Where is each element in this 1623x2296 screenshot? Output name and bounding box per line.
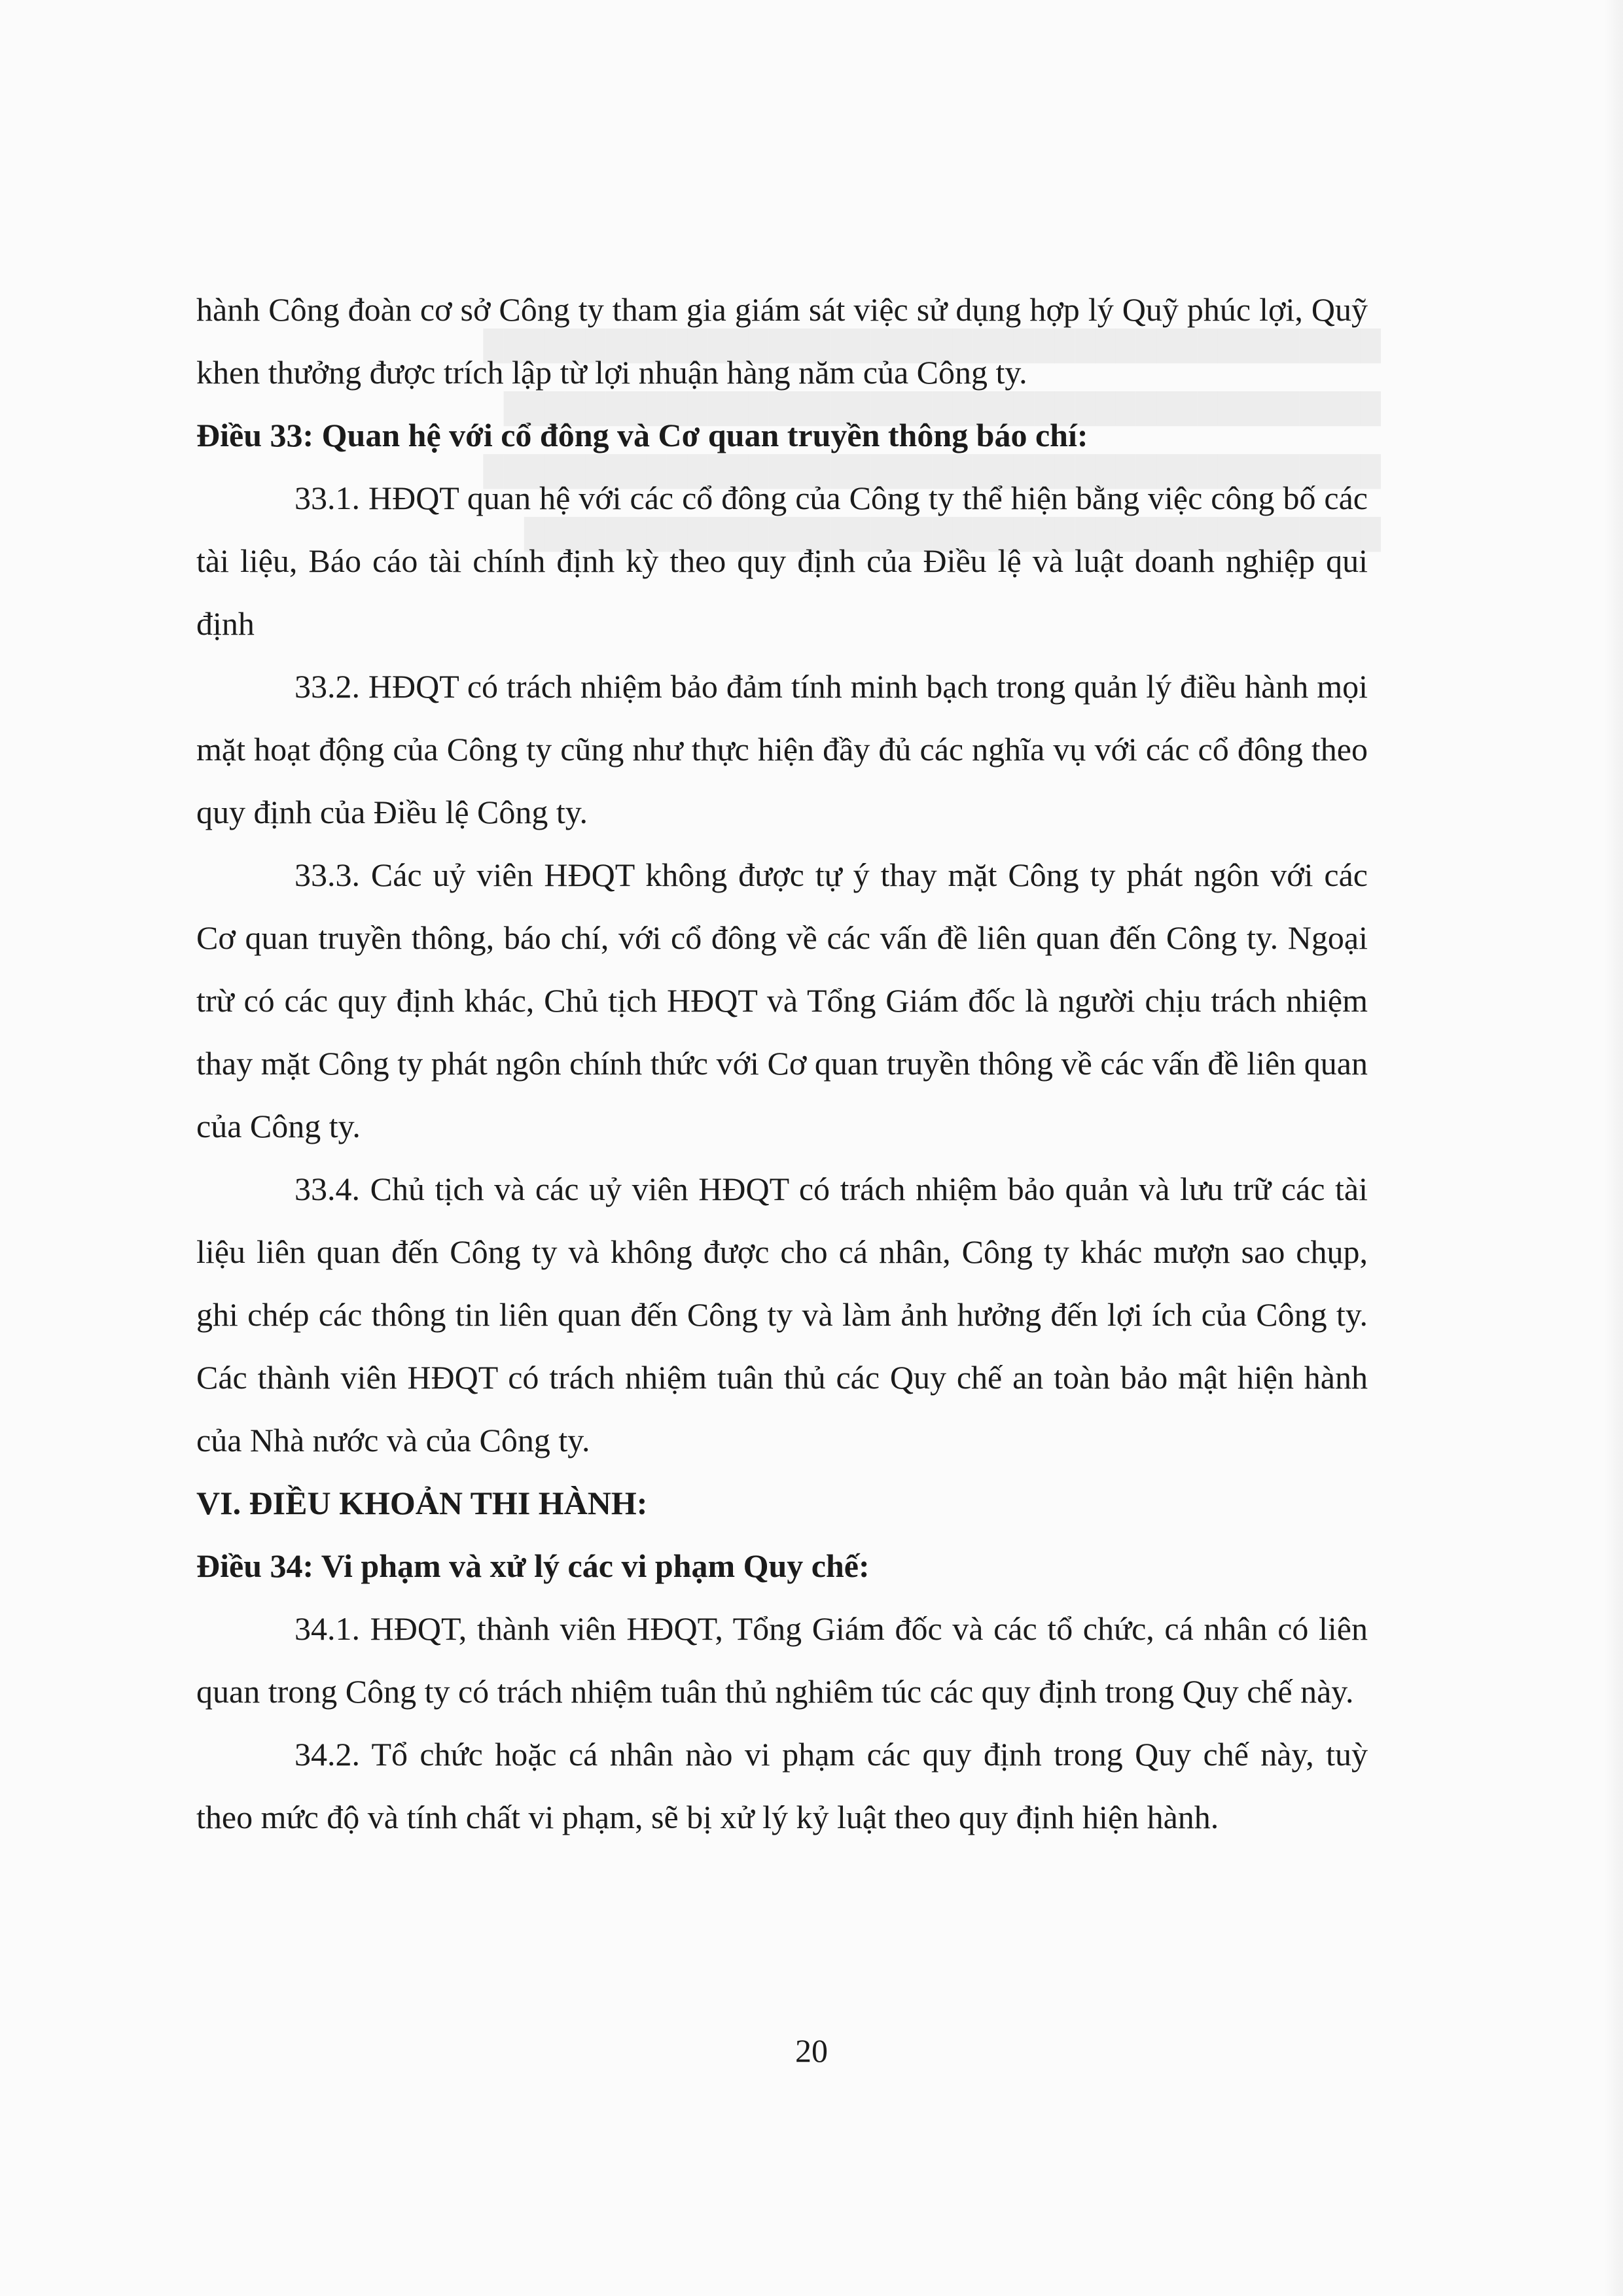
document-body xyxy=(196,278,1368,1848)
page-number: 20 xyxy=(795,2032,828,2069)
paragraph-34-1: 34.1. HĐQT, thành viên HĐQT, Tổng Giám đốc và các tổ chức, cá nhân có liên quan trong Công ty có trách nhiệm tuân thủ nghiêm túc các quy định trong Quy chế này. xyxy=(196,1610,1368,1710)
paragraph-33-3: 33.3. Các uỷ viên HĐQT không được tự ý thay mặt Công ty phát ngôn với các Cơ quan truyền thông, báo chí, với cổ đông về các vấn đề liên quan đến Công ty. Ngoại trừ có các quy định khác, Chủ tịch HĐQT và Tổng Giám đốc là người chịu trách nhiệm thay mặt Công ty phát ngôn chính thức với Cơ quan truyền thông về các vấn đề liên quan của Công ty. xyxy=(196,857,1368,1144)
page-edge-shadow xyxy=(1603,0,1623,2296)
paragraph-33-4: 33.4. Chủ tịch và các uỷ viên HĐQT có trách nhiệm bảo quản và lưu trữ các tài liệu liên quan đến Công ty và không được cho cá nhân, Công ty khác mượn sao chụp, ghi chép các thông tin liên quan đến Công ty và làm ảnh hưởng đến lợi ích của Công ty. Các thành viên HĐQT có trách nhiệm tuân thủ các Quy chế an toàn bảo mật hiện hành của Nhà nước và của Công ty. xyxy=(196,1171,1368,1458)
bleed-through-texture: ████████████████████████████████████████████ ███████████████████████████████████████████ ████████████████████████████████████████████ ██████████████████████████████████████████ xyxy=(483,329,1381,550)
paragraph-continuation: hành Công đoàn cơ sở Công ty tham gia giám sát việc sử dụng hợp lý Quỹ phúc lợi, Quỹ khen thưởng được trích lập từ lợi nhuận hàng năm của Công ty. xyxy=(196,291,1368,391)
heading-article-33: Điều 33: Quan hệ với cổ đông và Cơ quan truyền thông báo chí: xyxy=(196,417,1088,453)
heading-section-vi: VI. ĐIỀU KHOẢN THI HÀNH: xyxy=(196,1485,648,1521)
paragraph-33-2: 33.2. HĐQT có trách nhiệm bảo đảm tính minh bạch trong quản lý điều hành mọi mặt hoạt động của Công ty cũng như thực hiện đầy đủ các nghĩa vụ với các cổ đông theo quy định của Điều lệ Công ty. xyxy=(196,668,1368,830)
heading-article-34: Điều 34: Vi phạm và xử lý các vi phạm Quy chế: xyxy=(196,1547,870,1584)
paragraph-34-2: 34.2. Tổ chức hoặc cá nhân nào vi phạm các quy định trong Quy chế này, tuỳ theo mức độ và tính chất vi phạm, sẽ bị xử lý kỷ luật theo quy định hiện hành. xyxy=(196,1736,1368,1835)
paragraph-33-1: 33.1. HĐQT quan hệ với các cổ đông của Công ty thể hiện bằng việc công bố các tài liệu, Báo cáo tài chính định kỳ theo quy định của Điều lệ và luật doanh nghiệp qui định xyxy=(196,480,1368,642)
